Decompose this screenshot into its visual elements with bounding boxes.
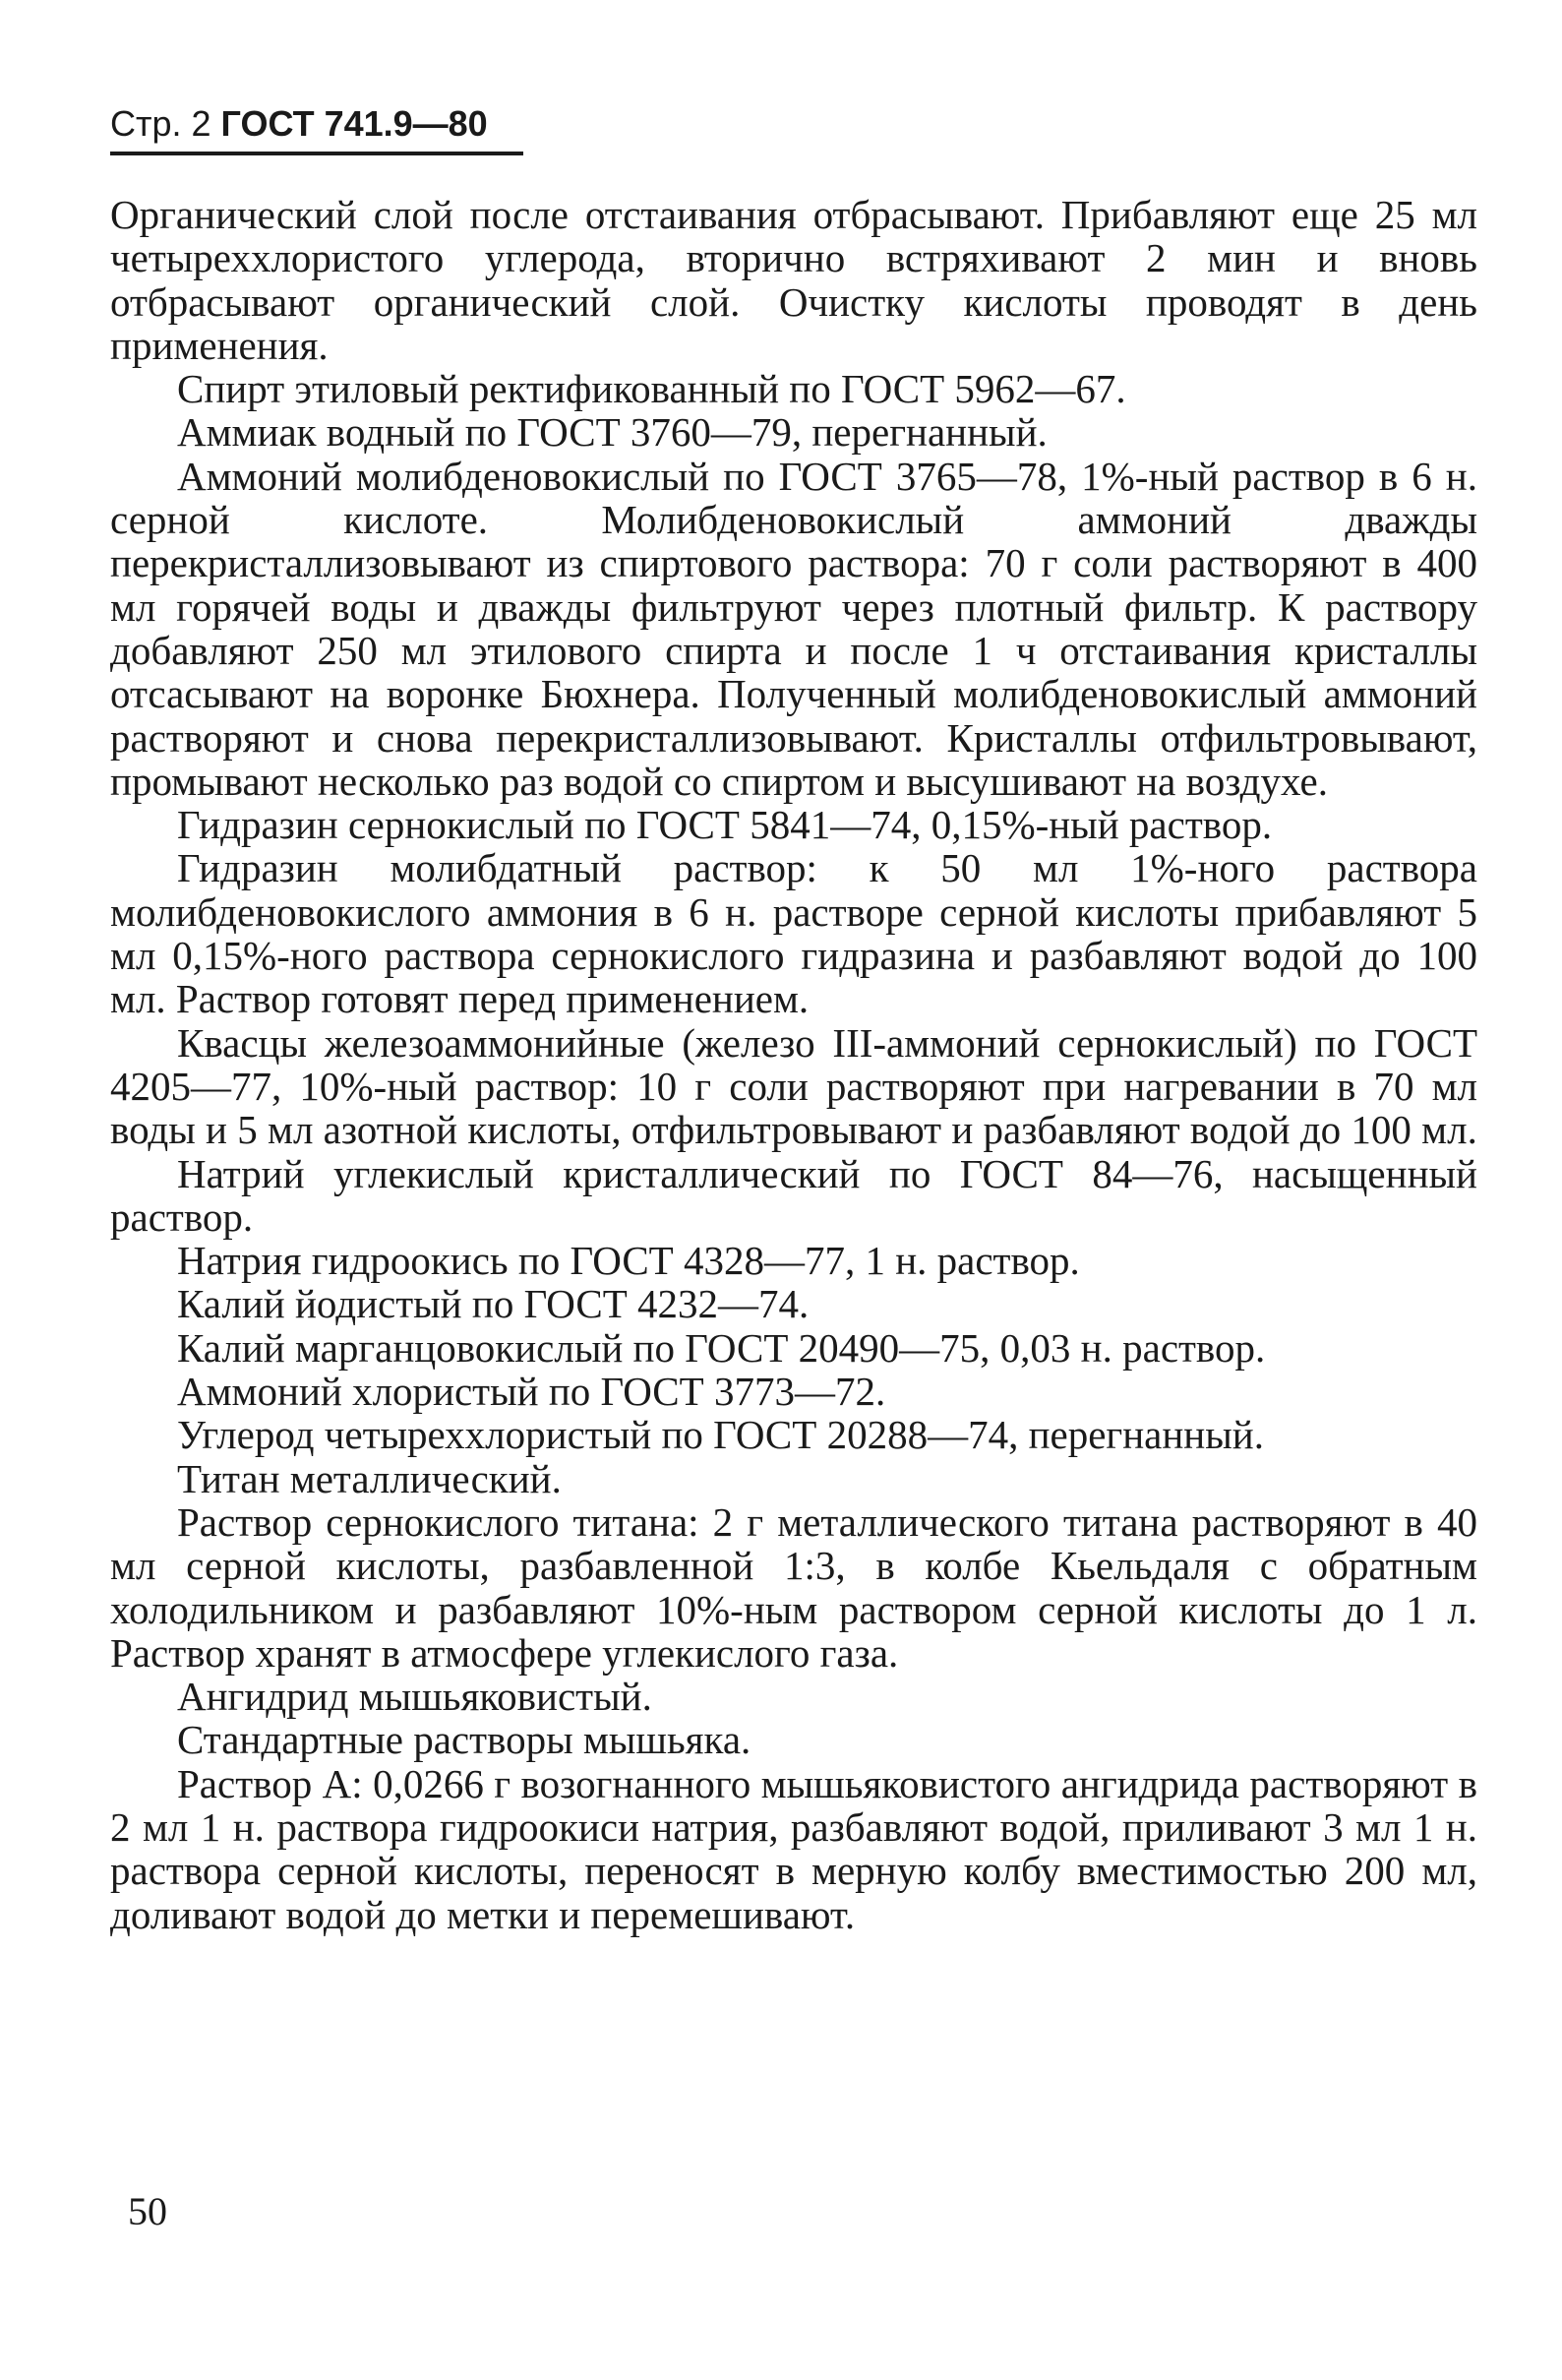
paragraph: Стандартные растворы мышьяка. (177, 1717, 751, 1763)
running-header (110, 102, 488, 146)
paragraph: Аммоний хлористый по ГОСТ 3773—72. (177, 1369, 886, 1415)
body-text (110, 193, 1477, 1936)
paragraph: Квасцы железоаммонийные (железо III-аммоний сернокислый) по ГОСТ 4205—77, 10%-ный раствор: 10 г соли растворяют при нагревании в 70 мл воды и 5 мл азотной кислоты, отфильтровывают и разбавляют водой до 100 мл. (110, 1019, 1477, 1153)
paragraph: Калий марганцовокислый по ГОСТ 20490—75, 0,03 н. раствор. (177, 1324, 1266, 1371)
paragraph: Калий йодистый по ГОСТ 4232—74. (177, 1281, 810, 1327)
page-label: Стр. 2 (110, 103, 211, 144)
paragraph: Спирт этиловый ректификованный по ГОСТ 5962—67. (177, 366, 1126, 412)
paragraph: Аммиак водный по ГОСТ 3760—79, перегнанный. (177, 409, 1048, 456)
paragraph: Углерод четыреххлористый по ГОСТ 20288—74, перегнанный. (177, 1412, 1264, 1458)
paragraph: Титан металлический. (177, 1455, 562, 1501)
document-code: ГОСТ 741.9—80 (220, 103, 488, 144)
paragraph: Раствор А: 0,0266 г возогнанного мышьяковистого ангидрида растворяют в 2 мл 1 н. раствора гидроокиси натрия, разбавляют водой, приливают 3 мл 1 н. раствора серной кислоты, переносят в мерную колбу вместимостью 200 мл, доливают водой до метки и перемешивают. (110, 1760, 1477, 1937)
page-number: 50 (128, 2189, 167, 2233)
paragraph: Органический слой после отстаивания отбрасывают. Прибавляют еще 25 мл четыреххлористого углерода, вторично встряхивают 2 мин и вновь отбрасывают органический слой. Очистку кислоты проводят в день применения. (110, 192, 1477, 368)
paragraph: Натрий углекислый кристаллический по ГОСТ 84—76, насыщенный раствор. (110, 1150, 1477, 1240)
paragraph: Натрия гидроокись по ГОСТ 4328—77, 1 н. раствор. (177, 1238, 1080, 1284)
paragraph: Аммоний молибденовокислый по ГОСТ 3765—78, 1%-ный раствор в 6 н. серной кислоте. Молибденовокислый аммоний дважды перекристаллизовывают из спиртового раствора: 70 г соли растворяют в 400 мл горячей воды и дважды фильтруют через плотный фильтр. К раствору добавляют 250 мл этилового спирта и после 1 ч отстаивания кристаллы отсасывают на воронке Бюхнера. Полученный молибденовокислый аммоний растворяют и снова перекристаллизовывают. Кристаллы отфильтровывают, промывают несколько раз водой со спиртом и высушивают на воздухе. (110, 453, 1477, 804)
paragraph: Гидразин сернокислый по ГОСТ 5841—74, 0,15%-ный раствор. (177, 802, 1273, 848)
header-rule (110, 152, 523, 155)
paragraph: Гидразин молибдатный раствор: к 50 мл 1%-ного раствора молибденовокислого аммония в 6 н. растворе серной кислоты прибавляют 5 мл 0,15%-ного раствора сернокислого гидразина и разбавляют водой до 100 мл. Раствор готовят перед применением. (110, 845, 1477, 1022)
paragraph: Ангидрид мышьяковистый. (177, 1674, 652, 1720)
paragraph: Раствор сернокислого титана: 2 г металлического титана растворяют в 40 мл серной кислоты, разбавленной 1:3, в колбе Кьельдаля с обратным холодильником и разбавляют 10%-ным раствором серной кислоты до 1 л. Раствор хранят в атмосфере углекислого газа. (110, 1498, 1477, 1676)
